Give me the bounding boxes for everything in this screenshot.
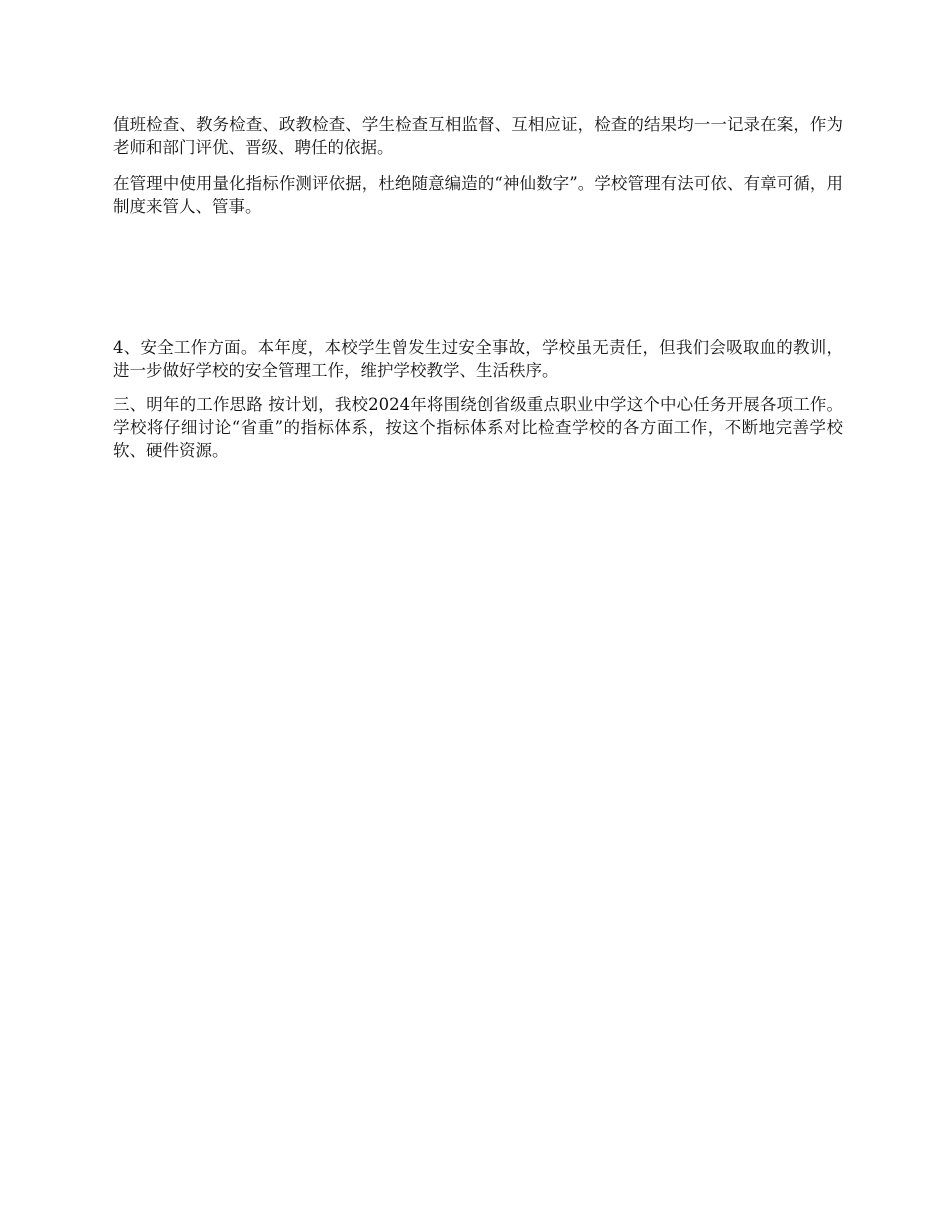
paragraph-quantified-management: 在管理中使用量化指标作测评依据，杜绝随意编造的“神仙数字”。学校管理有法可依、有章可循，用制度来管人、管事。	[113, 174, 843, 216]
paragraph-next-year-plan: 三、明年的工作思路 按计划，我校2024年将围绕创省级重点职业中学这个中心任务开展各项工作。学校将仔细讨论“省重”的指标体系，按这个指标体系对比检查学校的各方面工作，不断地完善学校软、硬件资源。	[113, 395, 843, 460]
paragraph-safety-work: 4、安全工作方面。本年度，本校学生曾发生过安全事故，学校虽无责任，但我们会吸取血的教训，进一步做好学校的安全管理工作，维护学校教学、生活秩序。	[113, 338, 843, 380]
paragraph-inspection-records: 值班检查、教务检查、政教检查、学生检查互相监督、互相应证，检查的结果均一一记录在案，作为老师和部门评优、晋级、聘任的依据。	[113, 115, 843, 157]
